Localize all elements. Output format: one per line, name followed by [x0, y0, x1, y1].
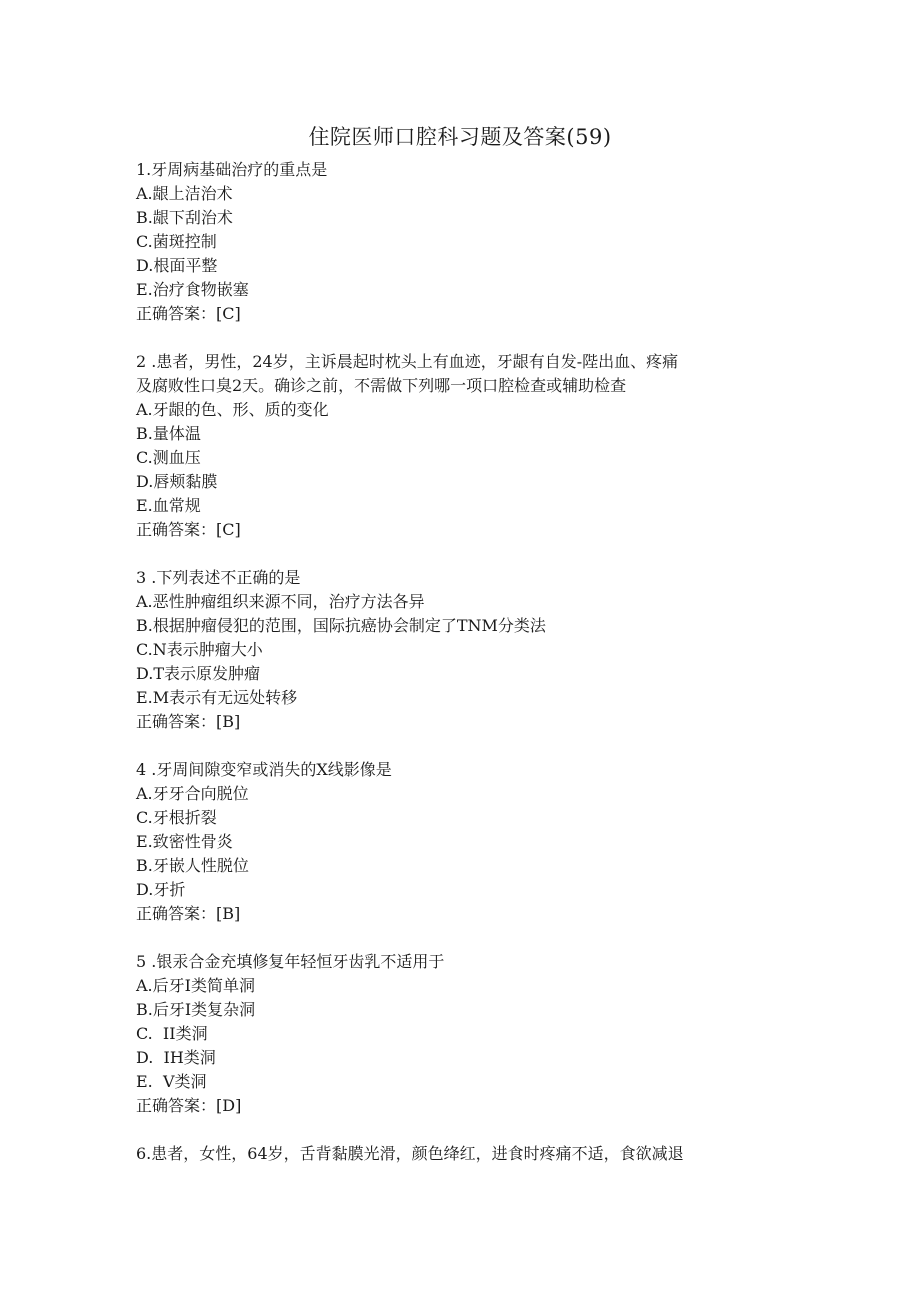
option-c: C.菌斑控制 — [136, 232, 217, 251]
answer-line: 正确答案：[B] — [136, 712, 241, 731]
question-gap — [136, 1118, 796, 1142]
answer-line: 正确答案：[C] — [136, 520, 241, 539]
question-stem: 3 .下列表述不正确的是 — [136, 568, 301, 587]
question-stem: 4 .牙周间隙变窄或消失的X线影像是 — [136, 760, 392, 779]
option-d: D.T表示原发肿瘤 — [136, 664, 261, 683]
option-d: D.唇颊黏膜 — [136, 472, 218, 491]
option-a: A.恶性肿瘤组织来源不同，治疗方法各异 — [136, 592, 425, 611]
question-6 — [136, 1142, 796, 1166]
question-stem: 5 .银汞合金充填修复年轻恒牙齿乳不适用于 — [136, 952, 445, 971]
question-gap — [136, 734, 796, 758]
answer-line: 正确答案：[C] — [136, 304, 241, 323]
option-a: A.后牙I类简单洞 — [136, 976, 255, 995]
question-4 — [136, 758, 796, 926]
option-a: A.龈上洁治术 — [136, 184, 233, 203]
option-b: B.根据肿瘤侵犯的范围，国际抗癌协会制定了TNM分类法 — [136, 616, 546, 635]
question-1 — [136, 158, 796, 326]
answer-line: 正确答案：[B] — [136, 904, 241, 923]
question-gap — [136, 326, 796, 350]
question-list — [136, 158, 796, 1166]
question-stem: 1.牙周病基础治疗的重点是 — [136, 160, 328, 179]
option-b: B.龈下刮治术 — [136, 208, 233, 227]
option-e: E.M表示有无远处转移 — [136, 688, 298, 707]
option-a: A.牙龈的色、形、质的变化 — [136, 400, 329, 419]
question-gap — [136, 926, 796, 950]
option-c: C. II类洞 — [136, 1024, 208, 1043]
option-e: E.致密性骨炎 — [136, 832, 233, 851]
option-b: B.牙嵌人性脱位 — [136, 856, 249, 875]
option-b: B.量体温 — [136, 424, 201, 443]
option-a: A.牙牙合向脱位 — [136, 784, 249, 803]
option-d: D. IH类洞 — [136, 1048, 216, 1067]
question-5 — [136, 950, 796, 1118]
answer-line: 正确答案：[D] — [136, 1096, 242, 1115]
option-e: E. V类洞 — [136, 1072, 207, 1091]
question-stem: 6.患者，女性，64岁，舌背黏膜光滑，颜色绛红，进食时疼痛不适，食欲减退 — [136, 1144, 684, 1163]
option-d: D.牙折 — [136, 880, 186, 899]
question-gap — [136, 542, 796, 566]
document-title: 住院医师口腔科习题及答案(59) — [308, 125, 612, 149]
option-e: E.血常规 — [136, 496, 201, 515]
option-e: E.治疗食物嵌塞 — [136, 280, 249, 299]
question-stem-line-2: 及腐败性口臭2天。确诊之前，不需做下列哪一项口腔检查或辅助检查 — [136, 376, 627, 395]
option-c: C.测血压 — [136, 448, 201, 467]
option-b: B.后牙I类复杂洞 — [136, 1000, 256, 1019]
option-c: C.牙根折裂 — [136, 808, 217, 827]
option-c: C.N表示肿瘤大小 — [136, 640, 263, 659]
question-3 — [136, 566, 796, 734]
option-d: D.根面平整 — [136, 256, 218, 275]
question-stem-line-1: 2 .患者，男性，24岁，主诉晨起时枕头上有血迹，牙龈有自发-陛出血、疼痛 — [136, 352, 679, 371]
question-2 — [136, 350, 796, 542]
